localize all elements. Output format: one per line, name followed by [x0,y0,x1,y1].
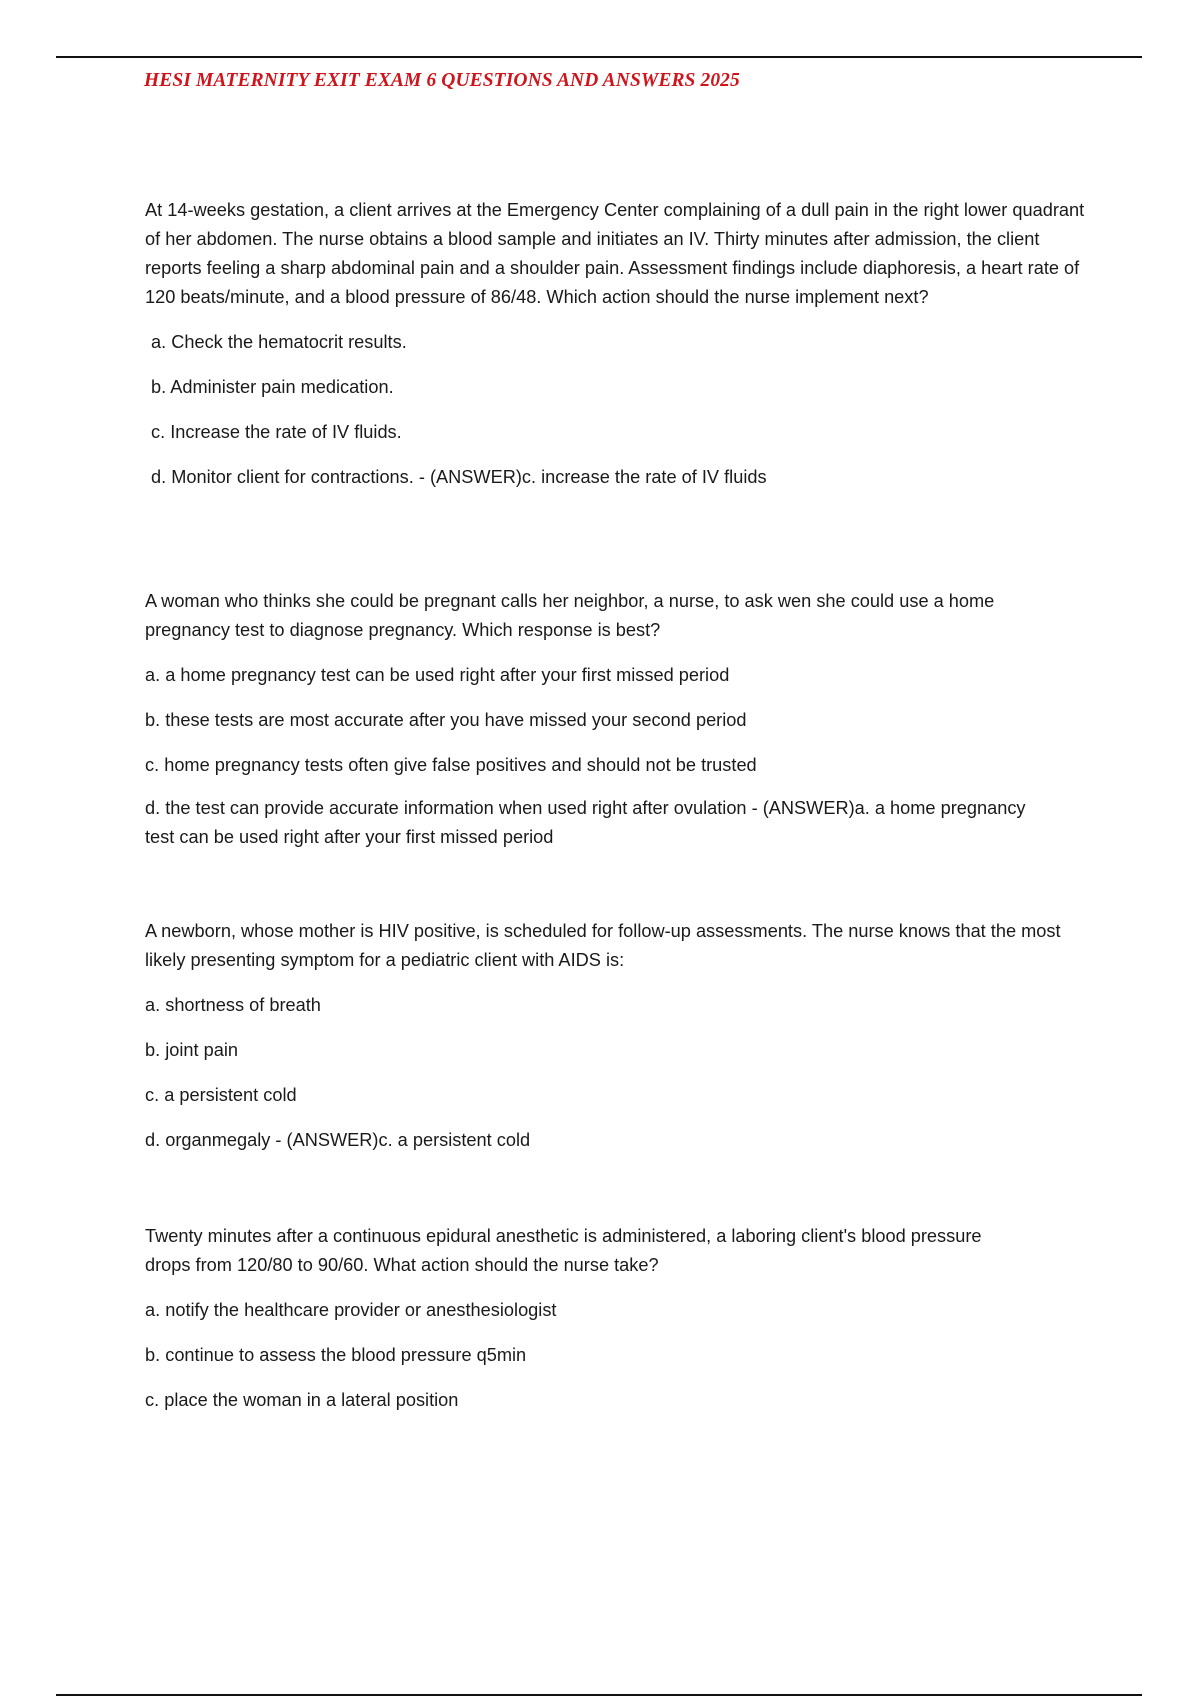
question-stem: At 14-weeks gestation, a client arrives at the Emergency Center complaining of a dull pain in the right lower quadrant of her abdomen. The nurse obtains a blood sample and initiates an IV. Thirty minutes after admission, the client reports feeling a sharp abdominal pain and a shoulder pain. Assessment findings include diaphoresis, a heart rate of 120 beats/minute, and a blood pressure of 86/48. Which action should the nurse implement next? [145,200,1085,307]
option-d-with-answer: d. organmegaly - (ANSWER)c. a persistent cold [145,1130,531,1150]
answer-options [145,1296,1025,1415]
option-b: b. continue to assess the blood pressure q5min [145,1345,527,1365]
option-d-with-answer: d. Monitor client for contractions. - (ANSWER)c. increase the rate of IV fluids [151,467,767,487]
option-b: b. Administer pain medication. [151,377,394,397]
option-c: c. place the woman in a lateral position [145,1390,459,1410]
answer-options [145,991,1100,1155]
bottom-rule [56,1694,1142,1696]
question-4 [145,1222,1025,1415]
option-d-with-answer: d. the test can provide accurate information when used right after ovulation - (ANSWER)a. a home pregnancy test can be used right after your first missed period [145,798,1026,847]
option-a: a. a home pregnancy test can be used right after your first missed period [145,665,730,685]
option-c: c. home pregnancy tests often give false positives and should not be trusted [145,755,757,775]
option-b: b. joint pain [145,1040,239,1060]
question-2 [145,587,1050,852]
question-stem: Twenty minutes after a continuous epidural anesthetic is administered, a laboring client's blood pressure drops from 120/80 to 90/60. What action should the nurse take? [145,1226,982,1275]
option-a: a. notify the healthcare provider or anesthesiologist [145,1300,557,1320]
question-1 [145,196,1090,492]
document-title: HESI MATERNITY EXIT EXAM 6 QUESTIONS AND ANSWERS 2025 [144,70,740,91]
question-stem: A woman who thinks she could be pregnant calls her neighbor, a nurse, to ask wen she could use a home pregnancy test to diagnose pregnancy. Which response is best? [145,591,995,640]
answer-options [145,328,1090,492]
option-b: b. these tests are most accurate after you have missed your second period [145,710,747,730]
question-stem: A newborn, whose mother is HIV positive, is scheduled for follow-up assessments. The nurse knows that the most likely presenting symptom for a pediatric client with AIDS is: [145,921,1061,970]
option-a: a. Check the hematocrit results. [151,332,407,352]
answer-options [145,661,1050,852]
top-rule [56,56,1142,58]
option-a: a. shortness of breath [145,995,321,1015]
option-c: c. a persistent cold [145,1085,297,1105]
option-c: c. Increase the rate of IV fluids. [151,422,402,442]
question-3 [145,917,1100,1155]
